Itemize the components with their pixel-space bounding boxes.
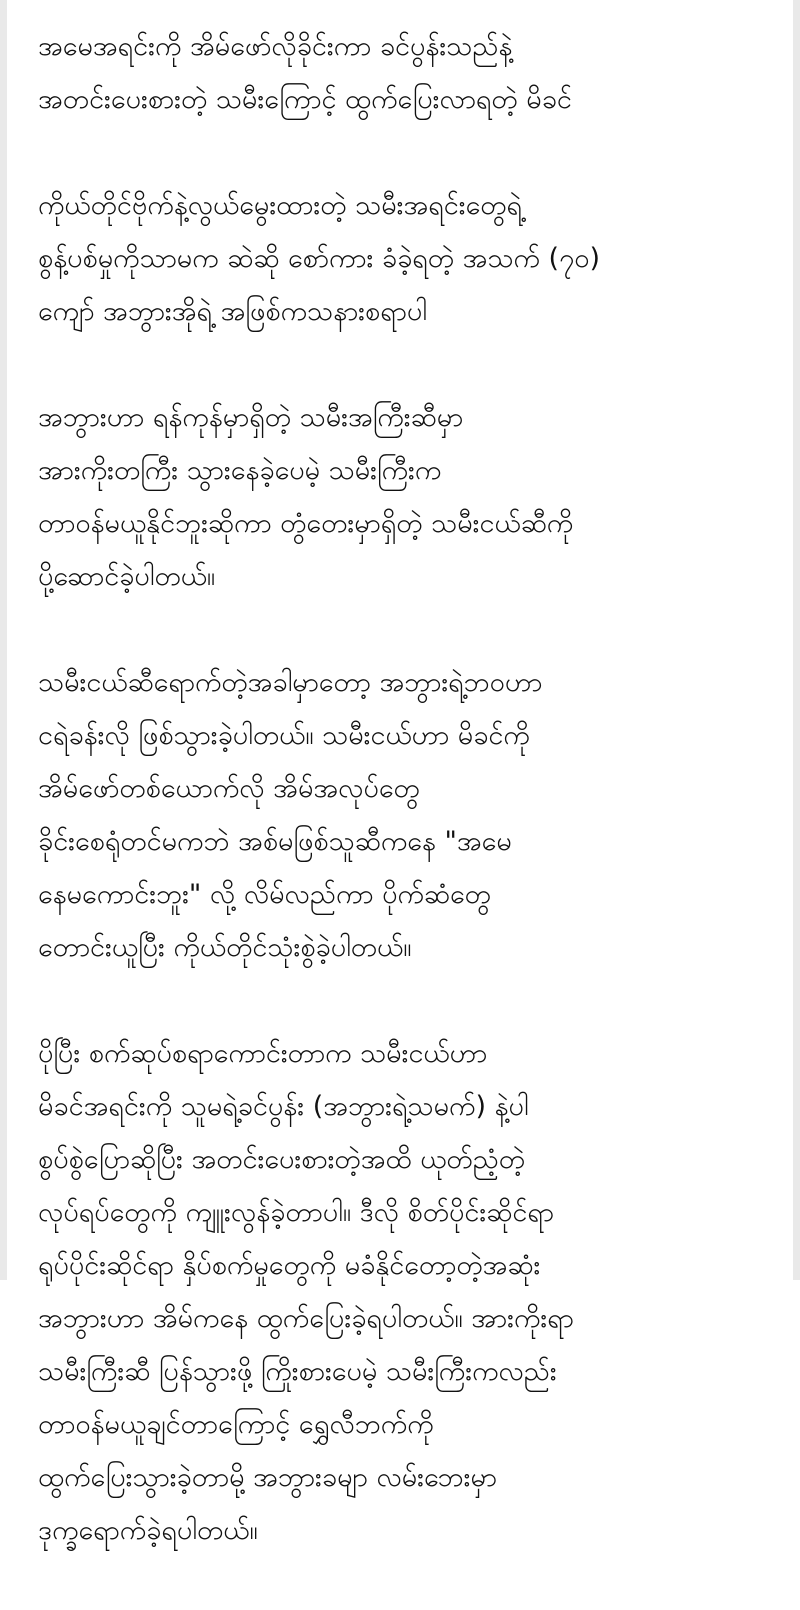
text-line: ပို့ဆောင်ခဲ့ပါတယ်။ xyxy=(38,561,216,592)
text-line: သမီးကြီးဆီ ပြန်သွားဖို့ ကြိုးစားပေမဲ့ သမီးကြီးကလည်း xyxy=(38,1356,557,1387)
text-line: တာဝန်မယူနိုင်ဘူးဆိုကာ တွံတေးမှာရှိတဲ့ သမီးငယ်ဆီကို xyxy=(38,508,574,539)
text-line: အမေအရင်းကို အိမ်ဖော်လိုခိုင်းကာ ခင်ပွန်းသည်နဲ့ xyxy=(38,31,513,62)
paragraph-4 xyxy=(38,656,778,974)
right-edge-shadow xyxy=(793,0,800,1280)
text-line: ရုပ်ပိုင်းဆိုင်ရာ နှိပ်စက်မှုတွေကို မခံနိုင်တော့တဲ့အဆုံး xyxy=(38,1250,541,1281)
paragraph-2 xyxy=(38,179,778,338)
text-line: ခိုင်းစေရုံတင်မကဘဲ အစ်မဖြစ်သူဆီကနေ "အမေ xyxy=(38,826,512,857)
text-line: လုပ်ရပ်တွေကို ကျူးလွန်ခဲ့တာပါ။ ဒီလို စိတ်ပိုင်းဆိုင်ရာ xyxy=(38,1197,554,1228)
paragraph-3 xyxy=(38,391,778,603)
left-edge-shadow xyxy=(0,0,7,1280)
text-line: အားကိုးတကြီး သွားနေခဲ့ပေမဲ့ သမီးကြီးက xyxy=(38,455,442,486)
text-line: တာဝန်မယူချင်တာကြောင့် ရွှေလီဘက်ကို xyxy=(38,1409,434,1440)
text-line: ကျော် အဘွားအိုရဲ့ အဖြစ်ကသနားစရာပါ xyxy=(38,296,427,327)
paragraph-1 xyxy=(38,20,778,126)
text-line: တောင်းယူပြီး ကိုယ်တိုင်သုံးစွဲခဲ့ပါတယ်။ xyxy=(38,932,412,963)
text-line: ကိုယ်တိုင်ဗိုက်နဲ့လွယ်မွေးထားတဲ့ သမီးအရင်းတွေရဲ့ xyxy=(38,190,523,221)
text-line: ထွက်ပြေးသွားခဲ့တာမို့ အဘွားခမျာ လမ်းဘေးမှာ xyxy=(38,1462,498,1493)
text-line: ငရဲခန်းလို ဖြစ်သွားခဲ့ပါတယ်။ သမီးငယ်ဟာ မိခင်ကို xyxy=(38,720,530,751)
article-body xyxy=(38,20,778,1610)
text-line: စွပ်စွဲပြောဆိုပြီး အတင်းပေးစားတဲ့အထိ ယုတ်ညံ့တဲ့ xyxy=(38,1144,526,1175)
paragraph-5 xyxy=(38,1027,778,1557)
text-line: ဒုက္ခရောက်ခဲ့ရပါတယ်။ xyxy=(38,1515,258,1546)
text-line: သမီးငယ်ဆီရောက်တဲ့အခါမှာတော့ အဘွားရဲ့ဘဝဟာ xyxy=(38,667,543,698)
text-line: စွန့်ပစ်မှုကိုသာမက ဆဲဆို စော်ကား ခံခဲ့ရတဲ့ အသက် (၇၀) xyxy=(38,243,601,274)
text-line: မိခင်အရင်းကို သူမရဲ့ခင်ပွန်း (အဘွားရဲ့သမက်) နဲ့ပါ xyxy=(38,1091,529,1122)
text-line: အိမ်ဖော်တစ်ယောက်လို အိမ်အလုပ်တွေ xyxy=(38,773,420,804)
text-line: အဘွားဟာ အိမ်ကနေ ထွက်ပြေးခဲ့ရပါတယ်။ အားကိုးရာ xyxy=(38,1303,574,1334)
text-line: နေမကောင်းဘူး" လို့ လိမ်လည်ကာ ပိုက်ဆံတွေ xyxy=(38,879,491,910)
text-line: အဘွားဟာ ရန်ကုန်မှာရှိတဲ့ သမီးအကြီးဆီမှာ xyxy=(38,402,464,433)
text-line: အတင်းပေးစားတဲ့ သမီးကြောင့် ထွက်ပြေးလာရတဲ့ မိခင် xyxy=(38,84,572,115)
text-line: ပိုပြီး စက်ဆုပ်စရာကောင်းတာက သမီးငယ်ဟာ xyxy=(38,1038,488,1069)
